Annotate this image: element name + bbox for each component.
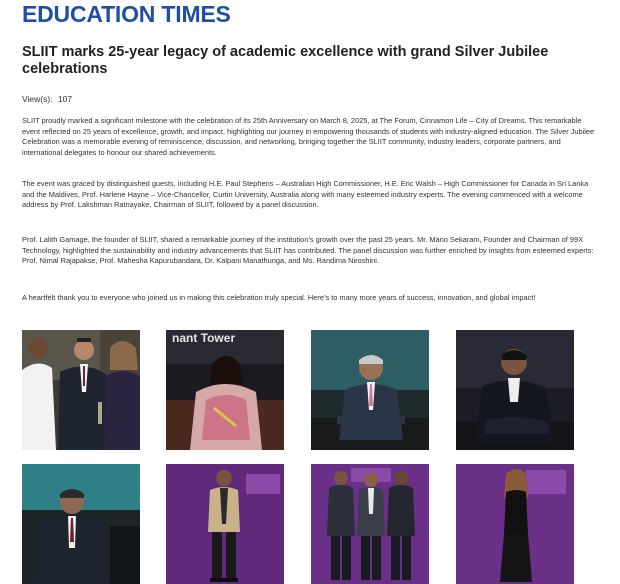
article-paragraph-3: Prof. Lalith Gamage, the founder of SLIIT, shared a remarkable journey of the institution’s growth over the past 25 years. Mr. Mano Sekaram, Founder and Chairman of 99X Technology, highlighted the sustainability and industry advancements that SLIIT has contributed. The panel discussion was further enriched by insights from esteemed experts: Prof. Nimal Rajapakse, Prof. Mahesha Kapurubandara, Dr. Kalpani Manathunga, and Ms. Randima Niroshini. <box>22 235 594 266</box>
gallery-photo-woman-black-dress[interactable] <box>456 464 574 584</box>
gallery-photo-seated-speaker-pink-tie[interactable] <box>311 330 429 450</box>
backdrop-text: nant Tower <box>172 331 236 345</box>
article-paragraph-4: A heartfelt thank you to everyone who joined us in making this celebration truly special. Here’s to many more years of success, innovation, and global impact! <box>22 293 536 302</box>
views-label: View(s): <box>22 94 53 104</box>
gallery-photo-seated-speaker-black-suit[interactable] <box>456 330 574 450</box>
view-count <box>22 94 72 104</box>
article-title: SLIIT marks 25-year legacy of academic excellence with grand Silver Jubilee celebrations <box>22 44 549 77</box>
article-paragraph-1: SLIIT proudly marked a significant milestone with the celebration of its 25th Anniversary on March 8, 2025, at The Forum, Cinnamon Life – City of Dreams. This remarkable event reflected on 25 years of excellence, growth, and impact, highlighting our journey in empowering thousands of students with industry-aligned education. The Silver Jubilee Celebration was a memorable evening of reminiscence, discussion, and networking, bringing together the SLIIT community, industry leaders, corporate partners, and international delegates to honour our shared achievements. <box>22 116 595 157</box>
site-masthead[interactable]: EDUCATION TIMES <box>22 1 231 27</box>
gallery-photo-guests-conversing[interactable] <box>22 330 140 450</box>
gallery-photo-speaker-saree[interactable] <box>166 330 284 450</box>
article-paragraph-2: The event was graced by distinguished guests, including H.E. Paul Stephens – Australian High Commissioner, H.E. Eric Walsh – High Commissioner for Canada in Sri Lanka and the Maldives, Prof. Harlene Hayne – Vice-Chancellor, Curtin University, Australia along with many esteemed industry experts. The evening commenced with a welcome address by Prof. Lakshman Ratnayake, Chairman of SLIIT, followed by a panel discussion. <box>22 179 589 210</box>
gallery-photo-man-beige-blazer[interactable] <box>166 464 284 584</box>
gallery-photo-speaker-at-podium[interactable] <box>22 464 140 584</box>
views-number: 107 <box>57 94 73 104</box>
gallery-photo-three-men-standing[interactable] <box>311 464 429 584</box>
